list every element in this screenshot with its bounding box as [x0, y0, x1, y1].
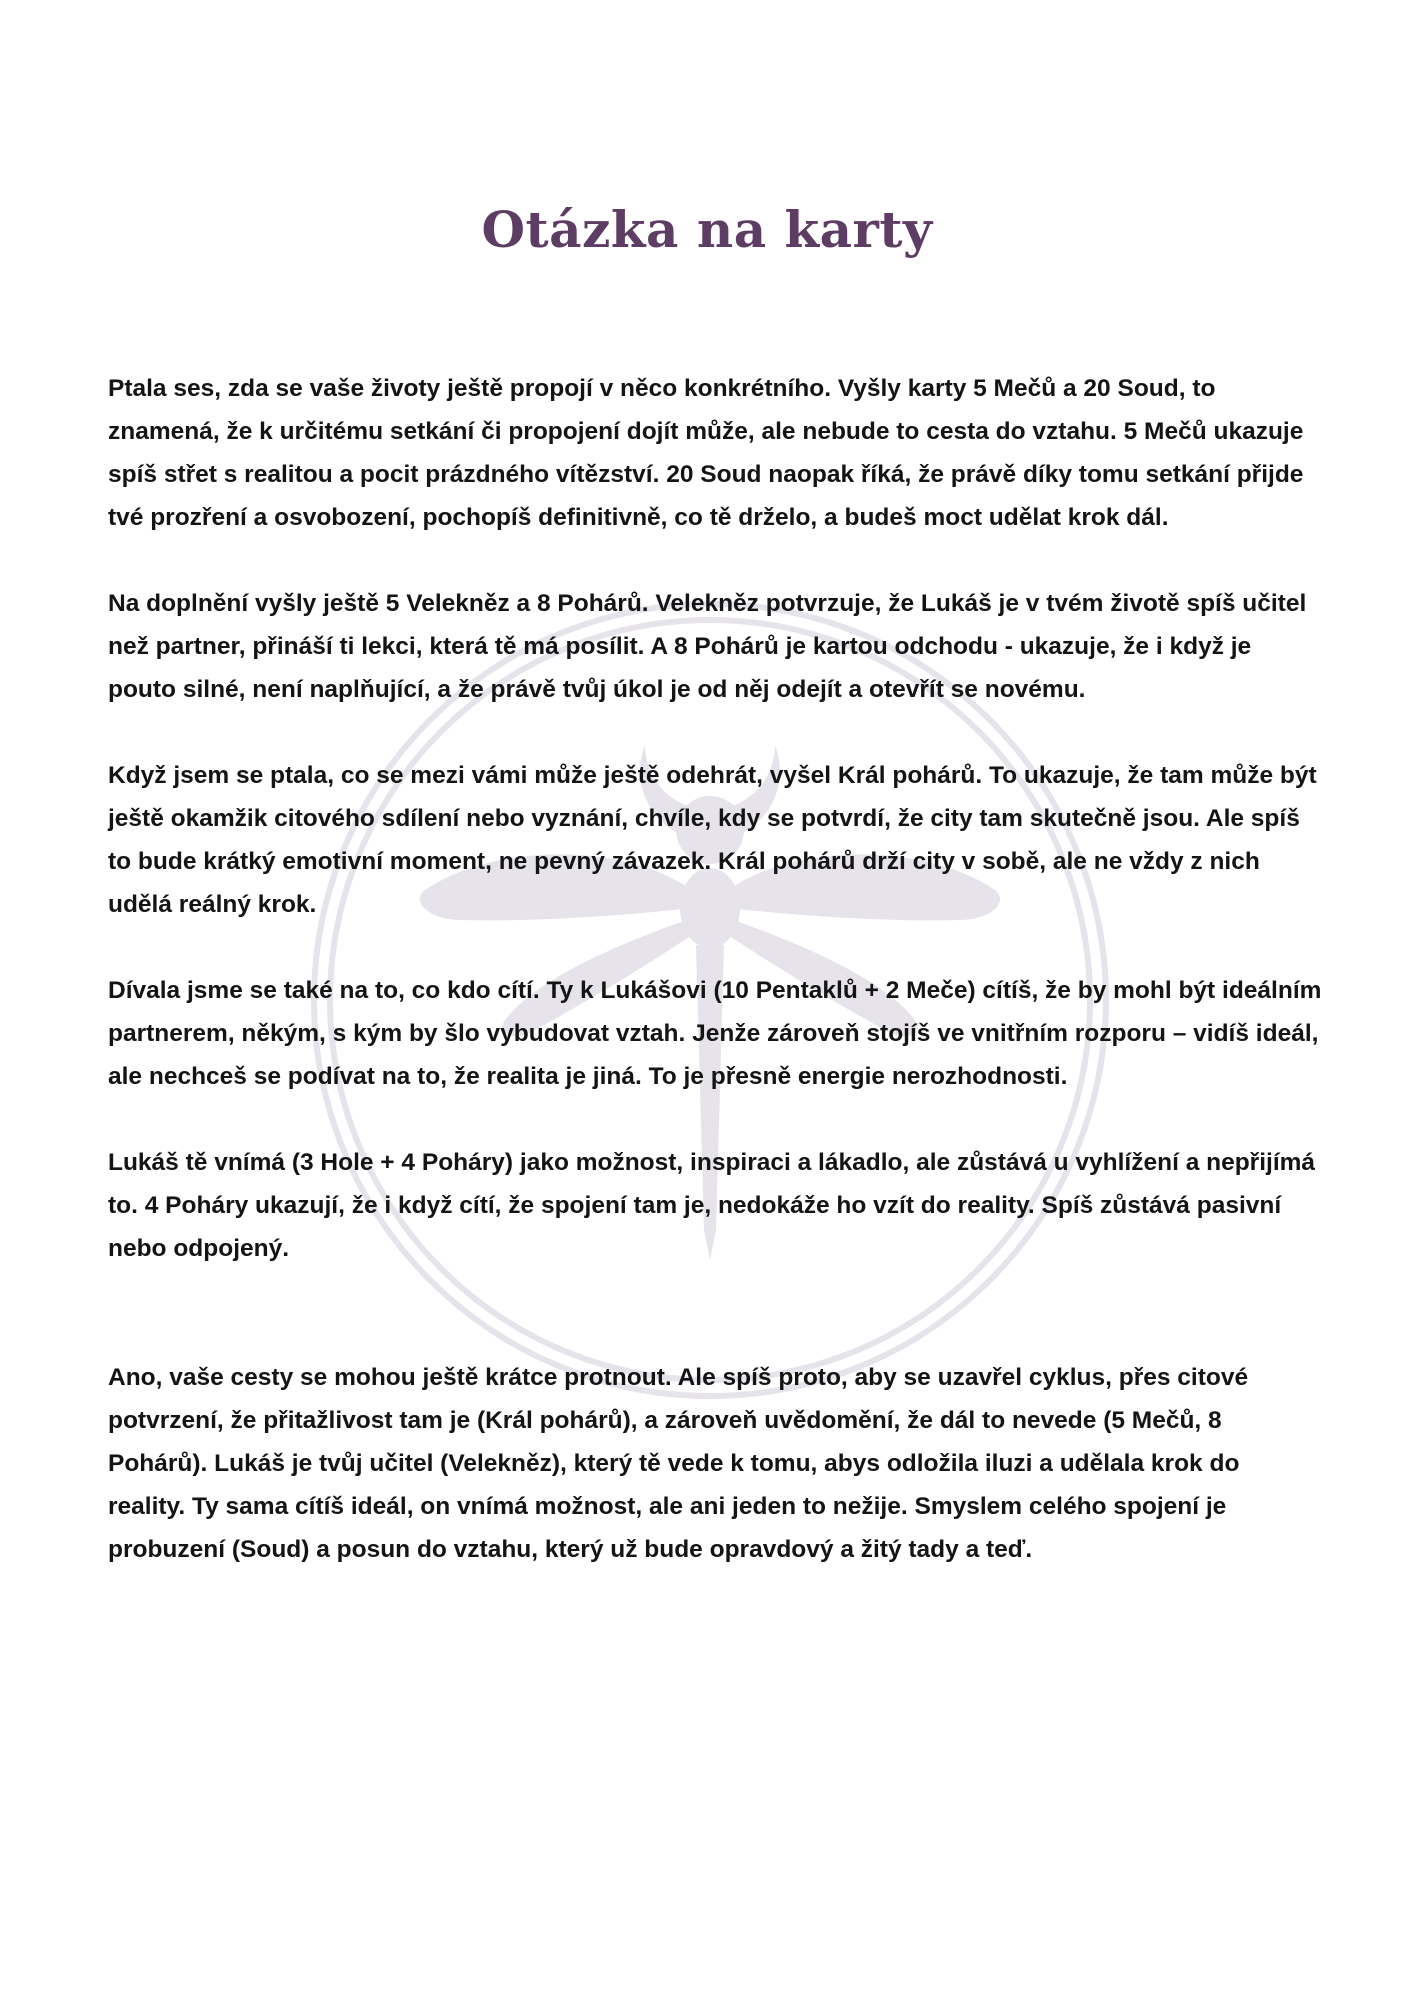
paragraph-5: Lukáš tě vnímá (3 Hole + 4 Poháry) jako možnost, inspiraci a lákadlo, ale zůstává u vyhlížení a nepřijímá to. 4 Poháry ukazují, že i když cítí, že spojení tam je, nedokáže ho vzít do reality. Spíš zůstává pasivní nebo odpojený.: [108, 1149, 1316, 1262]
summary-paragraph: Ano, vaše cesty se mohou ještě krátce protnout. Ale spíš proto, aby se uzavřel cyklus, přes citové potvrzení, že přitažlivost tam je (Král pohárů), a zároveň uvědomění, že dál to nevede (5 Mečů, 8 Pohárů). Lukáš je tvůj učitel (Velekněz), který tě vede k tomu, abys odložila iluzi a udělala krok do reality. Ty sama cítíš ideál, on vnímá možnost, ale ani jeden to nežije. Smyslem celého spojení je probuzení (Soud) a posun do vztahu, který už bude opravdový a žitý tady a teď.: [108, 1364, 1249, 1563]
paragraph-3: Když jsem se ptala, co se mezi vámi může ještě odehrát, vyšel Král pohárů. To ukazuje, že tam může být ještě okamžik citového sdílení nebo vyznání, chvíle, kdy se potvrdí, že city tam skutečně jsou. Ale spíš to bude krátký emotivní moment, ne pevný závazek. Král pohárů drží city v sobě, ale ne vždy z nich udělá reálný krok.: [108, 762, 1317, 918]
page-title: Otázka na karty: [481, 200, 933, 259]
paragraph-1: Ptala ses, zda se vaše životy ještě propojí v něco konkrétního. Vyšly karty 5 Mečů a 20 Soud, to znamená, že k určitému setkání či propojení dojít může, ale nebude to cesta do vztahu. 5 Mečů ukazuje spíš střet s realitou a pocit prázdného vítězství. 20 Soud naopak říká, že právě díky tomu setkání přijde tvé prozření a osvobození, pochopíš definitivně, co tě drželo, a budeš moct udělat krok dál.: [108, 375, 1304, 531]
paragraph-2: Na doplnění vyšly ještě 5 Velekněz a 8 Pohárů. Velekněz potvrzuje, že Lukáš je v tvém životě spíš učitel než partner, přináší ti lekci, která tě má posílit. A 8 Pohárů je kartou odchodu - ukazuje, že i když je pouto silné, není naplňující, a že právě tvůj úkol je od něj odejít a otevřít se novému.: [108, 590, 1307, 703]
paragraph-4: Dívala jsme se také na to, co kdo cítí. Ty k Lukášovi (10 Pentaklů + 2 Meče) cítíš, že by mohl být ideálním partnerem, někým, s kým by šlo vybudovat vztah. Jenže zároveň stojíš ve vnitřním rozporu – vidíš ideál, ale nechceš se podívat na to, že realita je jiná. To je přesně energie nerozhodnosti.: [108, 977, 1322, 1090]
body-text: [108, 367, 1323, 1614]
